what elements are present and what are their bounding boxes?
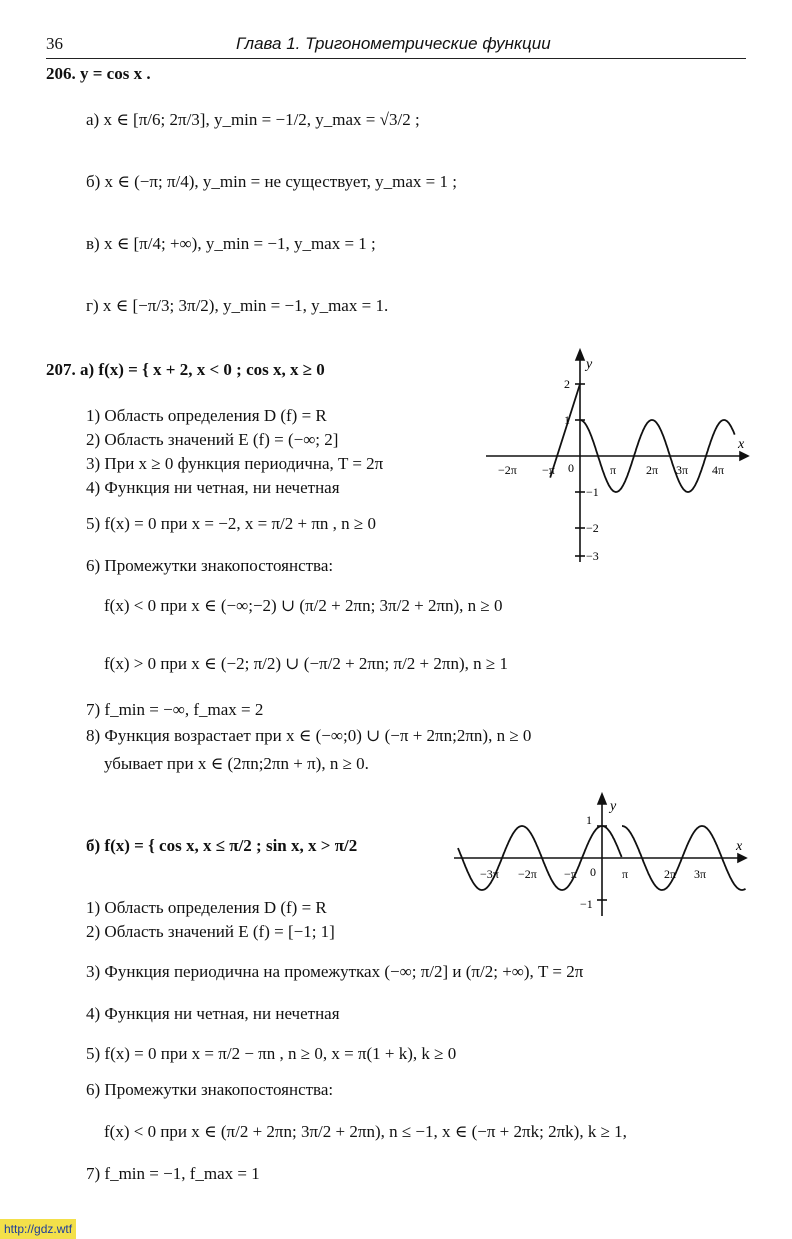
graph-207a (486, 346, 756, 566)
header-divider (46, 58, 746, 59)
svg-text:2: 2 (564, 377, 570, 391)
p207a-item-2: 2) Область значений E (f) = (−∞; 2] (86, 430, 339, 449)
svg-text:0: 0 (568, 461, 574, 475)
p207a-item-7: f(x) < 0 при x ∈ (−∞;−2) ∪ (π/2 + 2πn; 3π/2 + 2πn), n ≥ 0 (104, 596, 503, 615)
svg-text:2π: 2π (646, 463, 659, 477)
graph1-axis-y-label: y (586, 357, 593, 372)
svg-text:−π: −π (542, 463, 555, 477)
p207a-item-5: 5) f(x) = 0 при x = −2, x = π/2 + πn , n ≥ 0 (86, 514, 376, 533)
watermark-link[interactable]: http://gdz.wtf (0, 1219, 76, 1239)
graph-207b (454, 790, 754, 920)
p207a-item-11: убывает при x ∈ (2πn;2πn + π), n ≥ 0. (104, 754, 369, 773)
problem-206-title: 206. y = cos x . (46, 64, 151, 83)
svg-text:3π: 3π (694, 867, 707, 881)
svg-text:4π: 4π (712, 463, 725, 477)
svg-text:−1: −1 (586, 485, 599, 499)
graph1-y-arrow (576, 350, 584, 360)
svg-text:−2: −2 (586, 521, 599, 535)
p207a-item-1: 1) Область определения D (f) = R (86, 406, 327, 425)
svg-text:1: 1 (586, 813, 592, 827)
graph2-y-arrow (598, 794, 606, 804)
svg-text:−2π: −2π (518, 867, 537, 881)
svg-text:2π: 2π (664, 867, 677, 881)
problem-207a-title: 207. а) f(x) = { x + 2, x < 0 ; cos x, x ≥ 0 (46, 360, 325, 379)
page-number: 36 (46, 34, 63, 53)
p207b-item-3: 3) Функция периодична на промежутках (−∞; π/2] и (π/2; +∞), T = 2π (86, 962, 584, 981)
graph2-axis-x-label: x (736, 839, 743, 854)
graph2-x-tick-labels (480, 865, 706, 881)
svg-text:−π: −π (564, 867, 577, 881)
svg-text:π: π (622, 867, 629, 881)
graph1-axis-x-label: x (738, 437, 745, 452)
svg-text:π: π (610, 463, 617, 477)
problem-206-v: в) x ∈ [π/4; +∞), y_min = −1, y_max = 1 ; (86, 234, 376, 253)
chapter-title: Глава 1. Тригонометрические функции (236, 34, 551, 53)
graph1-curve (550, 384, 735, 492)
p207a-item-3: 3) При x ≥ 0 функция периодична, T = 2π (86, 454, 384, 473)
p207b-item-6: 6) Промежутки знакопостоянства: (86, 1080, 334, 1099)
p207b-item-4: 4) Функция ни четная, ни нечетная (86, 1004, 340, 1023)
problem-206-b: б) x ∈ (−π; π/4), y_min = не существует, y_max = 1 ; (86, 172, 457, 191)
graph2-y-tick-labels (580, 813, 593, 911)
problem-206-g: г) x ∈ [−π/3; 3π/2), y_min = −1, y_max = 1. (86, 296, 389, 315)
svg-text:−3: −3 (586, 549, 599, 563)
svg-text:−2π: −2π (498, 463, 517, 477)
p207b-item-8: 7) f_min = −1, f_max = 1 (86, 1164, 260, 1183)
p207a-item-9: 7) f_min = −∞, f_max = 2 (86, 700, 264, 719)
p207a-item-8: f(x) > 0 при x ∈ (−2; π/2) ∪ (−π/2 + 2πn; π/2 + 2πn), n ≥ 1 (104, 654, 508, 673)
p207b-item-2: 2) Область значений E (f) = [−1; 1] (86, 922, 335, 941)
p207b-item-7: f(x) < 0 при x ∈ (π/2 + 2πn; 3π/2 + 2πn), n ≤ −1, x ∈ (−π + 2πk; 2πk), k ≥ 1, (104, 1122, 627, 1141)
svg-text:1: 1 (564, 413, 570, 427)
p207b-item-5: 5) f(x) = 0 при x = π/2 − πn , n ≥ 0, x = π(1 + k), k ≥ 0 (86, 1044, 457, 1063)
svg-text:−1: −1 (580, 897, 593, 911)
p207b-item-1: 1) Область определения D (f) = R (86, 898, 327, 917)
svg-text:0: 0 (590, 865, 596, 879)
graph1-x-tick-labels (498, 461, 724, 477)
p207a-item-6: 6) Промежутки знакопостоянства: (86, 556, 334, 575)
graph1-x-arrow (740, 452, 748, 460)
svg-text:3π: 3π (676, 463, 689, 477)
svg-text:−3π: −3π (480, 867, 499, 881)
p207a-item-10: 8) Функция возрастает при x ∈ (−∞;0) ∪ (−π + 2πn;2πn), n ≥ 0 (86, 726, 532, 745)
problem-207b-title: б) f(x) = { cos x, x ≤ π/2 ; sin x, x > π/2 (86, 836, 358, 855)
graph2-x-arrow (738, 854, 746, 862)
graph2-axis-y-label: y (610, 799, 617, 814)
problem-206-a: а) x ∈ [π/6; 2π/3], y_min = −1/2, y_max = √3/2 ; (86, 110, 420, 129)
p207a-item-4: 4) Функция ни четная, ни нечетная (86, 478, 340, 497)
